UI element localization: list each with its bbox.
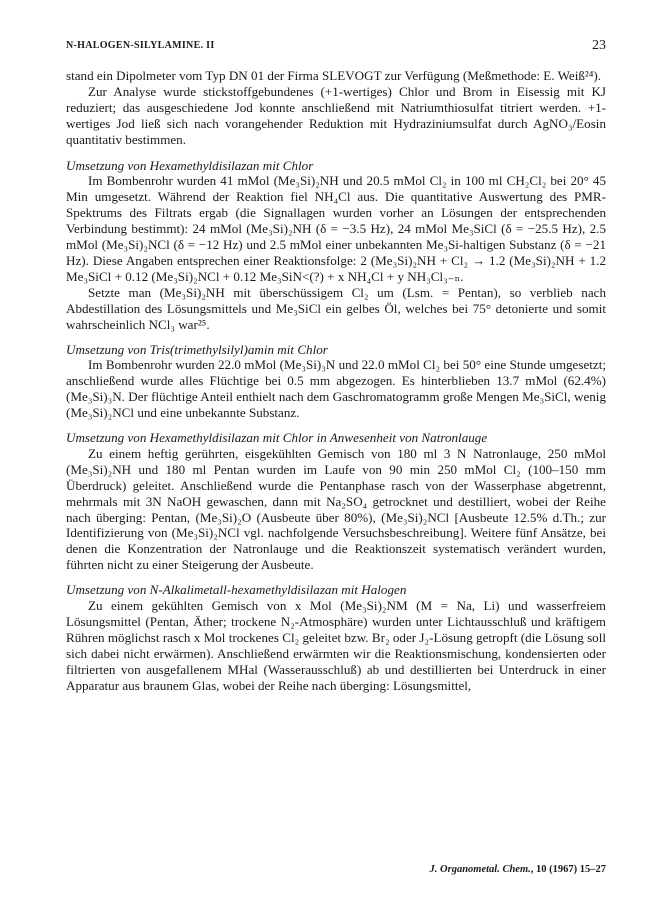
running-title: N-HALOGEN-SILYLAMINE. II: [66, 40, 215, 51]
section-heading-alkalimetall-halogen: Umsetzung von N-Alkalimetall-hexamethyldisilazan mit Halogen: [66, 582, 407, 598]
running-head: [66, 40, 606, 56]
paragraph-ueberschuessiges-cl2: Setzte man (Me₃Si)₂NH mit überschüssigem Cl₂ um (Lsm. = Pentan), so verblieb nach Abdestillation des Lösungsmittels und Me₃SiCl ein gelbes Öl, welches bei 75° detonierte und somit wahrscheinlich NCl₃ war²⁵.: [66, 284, 606, 332]
journal-citation: , 10 (1967) 15–27: [530, 864, 606, 875]
section-heading-hexamethyldisilazan-chlor: Umsetzung von Hexamethyldisilazan mit Chlor: [66, 157, 314, 173]
page-number: 23: [592, 38, 606, 53]
section-heading-tris-trimethylsilyl-amin: Umsetzung von Tris(trimethylsilyl)amin mit Chlor: [66, 341, 328, 357]
paragraph-dipolmeter: stand ein Dipolmeter vom Typ DN 01 der Firma SLEVOGT zur Verfügung (Meßmethode: E. Weiß²⁴).: [66, 68, 602, 83]
paragraph-alkalimetall: Zu einem gekühlten Gemisch von x Mol (Me₃Si)₂NM (M = Na, Li) und wasserfreiem Lösungsmittel (Pentan, Äther; trockene N₂-Atmosphäre) wurden unter Lichtausschluß und kräftigem Rühren möglichst rasch x Mol trockenes Cl₂ geleitet bzw. Br₂ oder J₂-Lösung getropft (die Lösung soll sich dabei nicht erwärmen). Anschließend erwärmten wir die Reaktionsmischung, kondensierten oder filtrierten von ausgefallenem MHal (Wasserausschluß) ab und destillierten bei Unterdruck in einer Apparatur aus braunem Glas, wobei der Reihe nach überging: Lösungsmittel,: [66, 598, 606, 693]
paragraph-bombenrohr-2: Im Bombenrohr wurden 22.0 mMol (Me₃Si)₃N und 22.0 mMol Cl₂ bei 50° eine Stunde umgesetzt; anschließend wurde alles Flüchtige bei 0.5 mm abgezogen. Es hinterblieben 13.7 mMol (62.4%) (Me₃Si)₃N. Der flüchtige Anteil enthielt nach dem Gaschromatogramm große Mengen Me₃SiCl, wenig (Me₃Si)₂NCl und eine unbekannte Substanz.: [66, 357, 606, 421]
paragraph-analysis: Zur Analyse wurde stickstoffgebundenes (+1-wertiges) Chlor und Brom in Eisessig mit KJ reduziert; das ausgeschiedene Jod konnte anschließend mit Natriumthiosulfat titriert werden. +1-wertiges Jod ließ sich nach vorangehender Reduktion mit Hydraziniumsulfat durch AgNO₃/Eosin quantitativ bestimmen.: [66, 83, 606, 147]
paragraph-natronlauge: Zu einem heftig gerührten, eisgekühlten Gemisch von 180 ml 3 N Natronlauge, 250 mMol (Me₃Si)₂NH und 180 ml Pentan wurden im Laufe von 90 min 250 mMol Cl₂ (100–150 mm Überdruck) geleitet. Anschließend wurde die Pentanphase rasch von der Wasserphase abgetrennt, mehrmals mit 3N NaOH gewaschen, dann mit Na₂SO₄ getrocknet und destilliert, wobei der Reihe nach überging: Pentan, (Me₃Si)₂O (Ausbeute über 80%), (Me₃Si)₂NCl [Ausbeute 12.5% d.Th.; zur Identifizierung von (Me₃Si)₂NCl vgl. nachfolgende Versuchsbeschreibung]. Weitere fünf Ansätze, bei denen die Konzentration der Natronlauge und die Reaktionszeit systematisch verändert wurden, führten nicht zu einer Steigerung der Ausbeute.: [66, 445, 606, 573]
paragraph-bombenrohr-1: Im Bombenrohr wurden 41 mMol (Me₃Si)₂NH und 20.5 mMol Cl₂ in 100 ml CH₂Cl₂ bei 20° 45 Min umgesetzt. Während der Reaktion fiel NH₄Cl aus. Die quantitative Auswertung des PMR-Spektrums des Filtrats ergab (die Signallagen wurden vorher an Lösungen der entsprechenden Verbindung bestimmt): 24 mMol (Me₃Si)₂NH (δ = −3.5 Hz), 24 mMol Me₃SiCl (δ = −25.5 Hz), 2.5 mMol (Me₃Si)₂NCl (δ = −12 Hz) und 2.5 mMol einer unbekannten Me₃Si-haltigen Substanz (δ = −21 Hz). Diese Angaben entsprechen einer Reaktionsfolge: 2 (Me₃Si)₂NH + Cl₂ → 1.2 (Me₃Si)₂NH + 1.2 Me₃SiCl + 0.12 (Me₃Si)₂NCl + 0.12 Me₃SiN<(?) + x NH₄Cl + y NH₃Cl₃₋ₙ.: [66, 173, 606, 284]
journal-footer: [430, 864, 606, 875]
section-heading-natronlauge: Umsetzung von Hexamethyldisilazan mit Chlor in Anwesenheit von Natronlauge: [66, 430, 488, 446]
body-text: [66, 68, 606, 694]
journal-name: J. Organometal. Chem.: [429, 864, 531, 875]
